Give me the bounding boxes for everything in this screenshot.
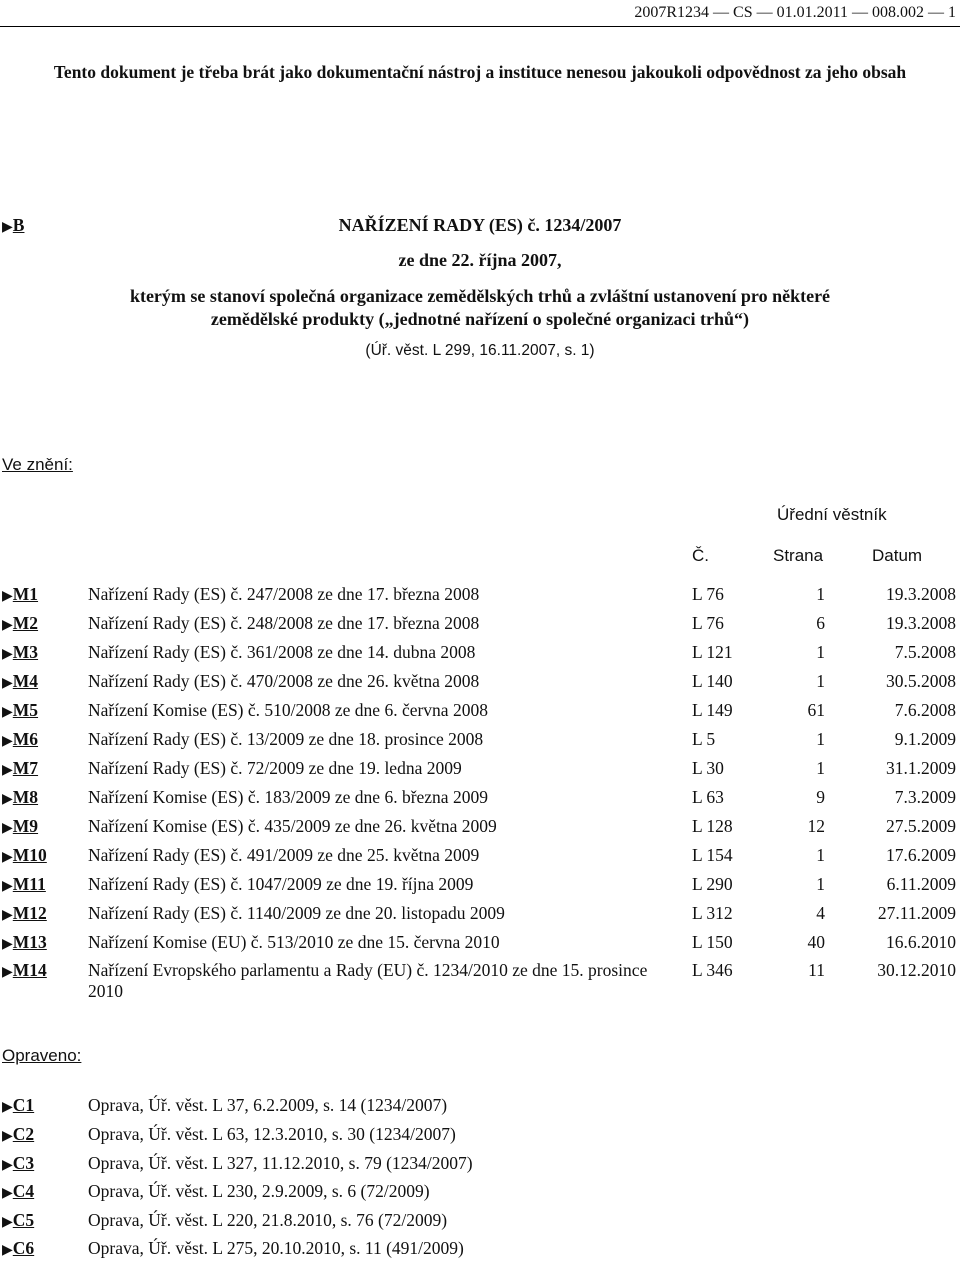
amendment-code[interactable]: M3	[12, 642, 39, 662]
amendment-marker[interactable]	[2, 642, 38, 663]
amendment-marker[interactable]	[2, 584, 38, 605]
amendment-code[interactable]: M2	[12, 613, 39, 633]
journal-number: L 140	[692, 671, 733, 691]
journal-number: L 290	[692, 874, 733, 894]
correction-marker[interactable]	[2, 1210, 34, 1231]
official-journal-reference: (Úř. věst. L 299, 16.11.2007, s. 1)	[365, 342, 595, 359]
triangle-right-icon: ▶	[2, 1242, 13, 1258]
amendment-description: Nařízení Rady (ES) č. 13/2009 ze dne 18. prosince 2008	[88, 729, 484, 749]
amendment-code[interactable]: M10	[12, 845, 47, 865]
journal-page: 61	[807, 700, 825, 720]
journal-date: 30.12.2010	[877, 960, 956, 980]
amendment-marker[interactable]	[2, 816, 38, 837]
amendment-description: Nařízení Rady (ES) č. 470/2008 ze dne 26. května 2008	[88, 671, 480, 691]
amendment-code[interactable]: M13	[12, 932, 47, 952]
amendment-description: Nařízení Komise (ES) č. 183/2009 ze dne 6. března 2009	[88, 787, 488, 807]
amendment-marker[interactable]	[2, 903, 47, 924]
journal-page: 40	[807, 932, 825, 952]
journal-number: L 5	[692, 729, 716, 749]
amendment-description: Nařízení Rady (ES) č. 361/2008 ze dne 14. dubna 2008	[88, 642, 476, 662]
journal-date: 7.6.2008	[894, 700, 956, 720]
journal-date: 7.5.2008	[894, 642, 956, 662]
correction-marker[interactable]	[2, 1095, 34, 1116]
correction-description: Oprava, Úř. věst. L 327, 11.12.2010, s. 79 (1234/2007)	[88, 1153, 473, 1173]
correction-code[interactable]: C5	[12, 1210, 35, 1230]
triangle-right-icon: ▶	[2, 1099, 13, 1115]
amendment-code[interactable]: M14	[12, 960, 47, 980]
journal-date: 31.1.2009	[886, 758, 956, 778]
triangle-right-icon: ▶	[2, 1214, 13, 1230]
column-page-header: Strana	[773, 546, 824, 565]
correction-code[interactable]: C6	[12, 1238, 35, 1258]
amendments-label: Ve znění:	[2, 455, 73, 474]
amendment-marker[interactable]	[2, 787, 38, 808]
journal-date: 6.11.2009	[886, 874, 956, 894]
journal-date: 9.1.2009	[894, 729, 956, 749]
journal-page: 1	[816, 729, 825, 749]
journal-number: L 154	[692, 845, 733, 865]
triangle-right-icon: ▶	[2, 936, 13, 952]
correction-description: Oprava, Úř. věst. L 275, 20.10.2010, s. 11 (491/2009)	[88, 1238, 464, 1258]
correction-marker[interactable]	[2, 1153, 34, 1174]
amendment-description: Nařízení Komise (ES) č. 435/2009 ze dne 26. května 2009	[88, 816, 497, 836]
correction-description: Oprava, Úř. věst. L 63, 12.3.2010, s. 30 (1234/2007)	[88, 1124, 456, 1144]
journal-date: 27.11.2009	[877, 903, 956, 923]
triangle-right-icon: ▶	[2, 675, 13, 691]
journal-page: 12	[807, 816, 825, 836]
triangle-right-icon: ▶	[2, 219, 13, 235]
journal-date: 16.6.2010	[886, 932, 956, 952]
triangle-right-icon: ▶	[2, 762, 13, 778]
corrections-label: Opraveno:	[2, 1046, 82, 1065]
journal-number: L 121	[692, 642, 733, 662]
amendment-code[interactable]: M4	[12, 671, 39, 691]
journal-page: 1	[816, 642, 825, 662]
journal-number: L 76	[692, 584, 724, 604]
journal-number: L 76	[692, 613, 724, 633]
amendment-description: Nařízení Rady (ES) č. 247/2008 ze dne 17. března 2008	[88, 584, 480, 604]
amendment-marker[interactable]	[2, 729, 38, 750]
running-header	[0, 0, 960, 27]
triangle-right-icon: ▶	[2, 704, 13, 720]
triangle-right-icon: ▶	[2, 820, 13, 836]
triangle-right-icon: ▶	[2, 964, 13, 980]
amendment-code[interactable]: M7	[12, 758, 39, 778]
amendment-marker[interactable]	[2, 874, 46, 895]
amendment-marker[interactable]	[2, 700, 38, 721]
triangle-right-icon: ▶	[2, 1185, 13, 1201]
journal-page: 9	[816, 787, 825, 807]
journal-page: 1	[816, 584, 825, 604]
journal-header: Úřední věstník	[777, 505, 887, 524]
journal-page: 1	[816, 758, 825, 778]
amendment-code[interactable]: M9	[12, 816, 39, 836]
triangle-right-icon: ▶	[2, 907, 13, 923]
journal-number: L 128	[692, 816, 733, 836]
triangle-right-icon: ▶	[2, 1157, 13, 1173]
regulation-title: NAŘÍZENÍ RADY (ES) č. 1234/2007	[338, 215, 622, 235]
amendment-code[interactable]: M8	[12, 787, 39, 807]
amendment-marker[interactable]	[2, 932, 47, 953]
correction-description: Oprava, Úř. věst. L 220, 21.8.2010, s. 76 (72/2009)	[88, 1210, 448, 1230]
amendment-description: Nařízení Komise (EU) č. 513/2010 ze dne 15. června 2010	[88, 932, 500, 952]
journal-number: L 149	[692, 700, 733, 720]
journal-page: 1	[816, 874, 825, 894]
journal-number: L 312	[692, 903, 733, 923]
correction-marker[interactable]	[2, 1181, 34, 1202]
amendment-marker[interactable]	[2, 758, 38, 779]
journal-page: 1	[816, 845, 825, 865]
amendment-code[interactable]: M1	[12, 584, 39, 604]
triangle-right-icon: ▶	[2, 733, 13, 749]
amendment-description: Nařízení Komise (ES) č. 510/2008 ze dne 6. června 2008	[88, 700, 488, 720]
base-marker-code[interactable]: B	[12, 215, 25, 235]
journal-date: 27.5.2009	[886, 816, 956, 836]
journal-number: L 30	[692, 758, 724, 778]
journal-date: 19.3.2008	[886, 613, 956, 633]
document-reference: 2007R1234 — CS — 01.01.2011 — 008.002 — 1	[634, 4, 956, 21]
amendment-description: Nařízení Rady (ES) č. 1047/2009 ze dne 19. října 2009	[88, 874, 474, 894]
triangle-right-icon: ▶	[2, 646, 13, 662]
amendment-code[interactable]: M12	[12, 903, 47, 923]
amendment-code[interactable]: M6	[12, 729, 39, 749]
triangle-right-icon: ▶	[2, 588, 13, 604]
triangle-right-icon: ▶	[2, 617, 13, 633]
journal-number: L 150	[692, 932, 733, 952]
amendment-description: Nařízení Rady (ES) č. 491/2009 ze dne 25. května 2009	[88, 845, 480, 865]
correction-code[interactable]: C1	[12, 1095, 35, 1115]
amendment-description: Nařízení Rady (ES) č. 1140/2009 ze dne 20. listopadu 2009	[88, 903, 505, 923]
correction-marker[interactable]	[2, 1238, 34, 1259]
correction-description: Oprava, Úř. věst. L 37, 6.2.2009, s. 14 (1234/2007)	[88, 1095, 448, 1115]
triangle-right-icon: ▶	[2, 791, 13, 807]
amendment-code[interactable]: M5	[12, 700, 39, 720]
journal-date: 7.3.2009	[894, 787, 956, 807]
journal-page: 4	[816, 903, 825, 923]
correction-code[interactable]: C4	[12, 1181, 35, 1201]
triangle-right-icon: ▶	[2, 849, 13, 865]
journal-page: 11	[808, 960, 825, 980]
amendment-marker[interactable]	[2, 671, 38, 692]
column-date-header: Datum	[872, 546, 923, 565]
correction-code[interactable]: C2	[12, 1124, 35, 1144]
journal-number: L 346	[692, 960, 733, 980]
column-number-header: Č.	[692, 546, 709, 565]
amendment-description: Nařízení Evropského parlamentu a Rady (EU) č. 1234/2010 ze dne 15. prosince 2010	[88, 960, 648, 1001]
triangle-right-icon: ▶	[2, 878, 13, 894]
regulation-date: ze dne 22. října 2007,	[398, 250, 562, 270]
journal-date: 30.5.2008	[886, 671, 956, 691]
journal-date: 19.3.2008	[886, 584, 956, 604]
correction-code[interactable]: C3	[12, 1153, 35, 1173]
amendment-code[interactable]: M11	[12, 874, 46, 894]
correction-marker[interactable]	[2, 1124, 34, 1145]
amendment-marker[interactable]	[2, 960, 47, 981]
amendment-marker[interactable]	[2, 613, 38, 634]
disclaimer: Tento dokument je třeba brát jako dokumentační nástroj a instituce nenesou jakoukoli odpovědnost za jeho obsah	[53, 62, 907, 82]
journal-page: 1	[816, 671, 825, 691]
regulation-subject-line2: zemědělské produkty („jednotné nařízení o společné organizaci trhů“)	[210, 309, 750, 329]
amendment-description: Nařízení Rady (ES) č. 248/2008 ze dne 17. března 2008	[88, 613, 480, 633]
amendment-description: Nařízení Rady (ES) č. 72/2009 ze dne 19. ledna 2009	[88, 758, 462, 778]
amendment-marker[interactable]	[2, 845, 47, 866]
regulation-subject-line1: kterým se stanoví společná organizace zemědělských trhů a zvláštní ustanovení pro některé	[129, 286, 831, 306]
journal-number: L 63	[692, 787, 724, 807]
triangle-right-icon: ▶	[2, 1128, 13, 1144]
journal-page: 6	[816, 613, 825, 633]
correction-description: Oprava, Úř. věst. L 230, 2.9.2009, s. 6 (72/2009)	[88, 1181, 430, 1201]
journal-date: 17.6.2009	[886, 845, 956, 865]
